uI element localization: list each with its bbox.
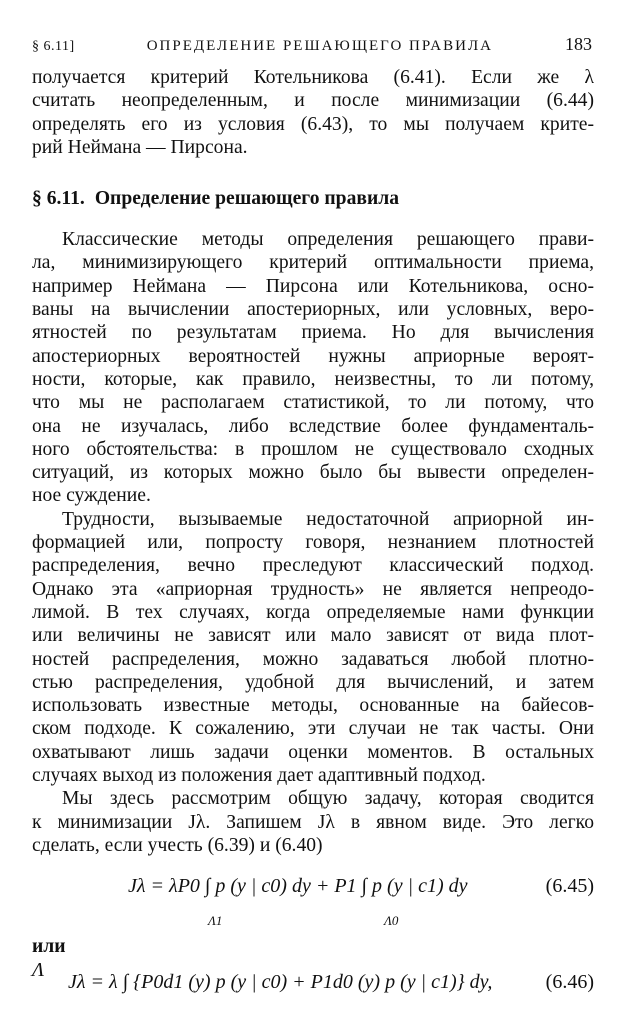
- equation-6-45: [32, 863, 594, 933]
- equation-6-46: [32, 959, 594, 1027]
- paragraph: [32, 228, 594, 508]
- text-line: формацией или, попросту говоря, незнанием плотностей: [32, 532, 594, 554]
- text-line: например Неймана — Пирсона или Котельникова, осно-: [32, 275, 594, 297]
- equation-expression: Jλ = λ ∫ {P0d1 (y) p (y | c0) + P1d0 (y) p (y | c1)} dy,: [68, 970, 493, 993]
- text-line: использовать известные методы, основанные на байесов-: [32, 695, 594, 717]
- equation-number: (6.45): [545, 875, 594, 898]
- text-line: считать неопределенным, и после минимизации (6.44): [32, 90, 594, 112]
- running-header: [32, 34, 592, 55]
- text-line: Однако эта «априорная трудность» не является непреодо-: [32, 578, 594, 600]
- text-line: что мы не располагаем статистикой, то ли потому, что: [32, 392, 594, 414]
- text-line: распределения, вечно преследуют классический подход.: [32, 555, 594, 577]
- equation-expression: Jλ = λP0 ∫ p (y | c0) dy + P1 ∫ p (y | c1) dy: [128, 875, 468, 898]
- text-line: стью распределения, удобной для вычислений, и затем: [32, 671, 594, 693]
- page-number: 183: [565, 34, 592, 54]
- text-line: ском подходе. К сожалению, эти случаи не так часты. Они: [32, 718, 594, 740]
- paragraph: [32, 787, 594, 857]
- integral-lower-limit: Λ1: [208, 913, 223, 929]
- text-line: ситуаций, из которых можно было бы вывести определен-: [32, 462, 594, 484]
- text-line: получается критерий Котельникова (6.41). Если же λ: [32, 67, 594, 88]
- equation-number: (6.46): [545, 970, 594, 993]
- text-line: ное суждение.: [32, 485, 151, 507]
- text-line: ности, которые, как правило, неизвестны, то ли потому,: [32, 368, 594, 390]
- section-number: § 6.11.: [32, 188, 85, 210]
- text-line: ваны на вычислении апостериорных, или условных, веро-: [32, 299, 594, 321]
- text-line: сделать, если учесть (6.39) и (6.40): [32, 834, 323, 856]
- integral-lower-limit: Λ: [32, 958, 45, 981]
- paragraph: [32, 508, 594, 788]
- text-line: апостериорных вероятностей нужны априорные вероят-: [32, 345, 594, 367]
- text-line: ятностей по результатам приема. Но для вычисления: [32, 322, 594, 344]
- text-line: она не изучалась, либо вследствие более фундаменталь-: [32, 415, 594, 437]
- text-line: рий Неймана — Пирсона.: [32, 136, 248, 158]
- section-heading: [32, 187, 594, 211]
- text-line: или величины не зависят или мало зависят от вида плот-: [32, 625, 594, 647]
- header-section: § 6.11]: [32, 39, 75, 54]
- text-line: охватывают лишь задачи оценки моментов. В остальных: [32, 741, 594, 763]
- integral-lower-limit: Λ0: [384, 913, 399, 929]
- text-line: Мы здесь рассмотрим общую задачу, которая сводится: [62, 788, 594, 810]
- text-line: определять его из условия (6.43), то мы получаем крите-: [32, 113, 594, 135]
- text-line: ла, минимизирующего критерий оптимальности приема,: [32, 252, 594, 274]
- page-body: [32, 66, 594, 1027]
- section-title: Определение решающего правила: [94, 188, 400, 210]
- text-line: Трудности, вызываемые недостаточной априорной ин-: [62, 508, 594, 530]
- text-line: к минимизации Jλ. Запишем Jλ в явном виде. Это легко: [32, 811, 594, 833]
- text-line: случаях выход из положения дает адаптивный подход.: [32, 765, 486, 787]
- paragraph-continued: [32, 66, 594, 159]
- text-line: Классические методы определения решающего прави-: [62, 229, 594, 251]
- header-title: ОПРЕДЕЛЕНИЕ РЕШАЮЩЕГО ПРАВИЛА: [146, 38, 493, 54]
- text-line: лимой. В тех случаях, когда определяемые нами функции: [32, 601, 594, 623]
- text-line: ного обстоятельства: в прошлом не существовало сходных: [32, 438, 594, 460]
- connector-word: или: [32, 936, 66, 958]
- text-line: ностей распределения, можно задаваться любой плотно-: [32, 648, 594, 670]
